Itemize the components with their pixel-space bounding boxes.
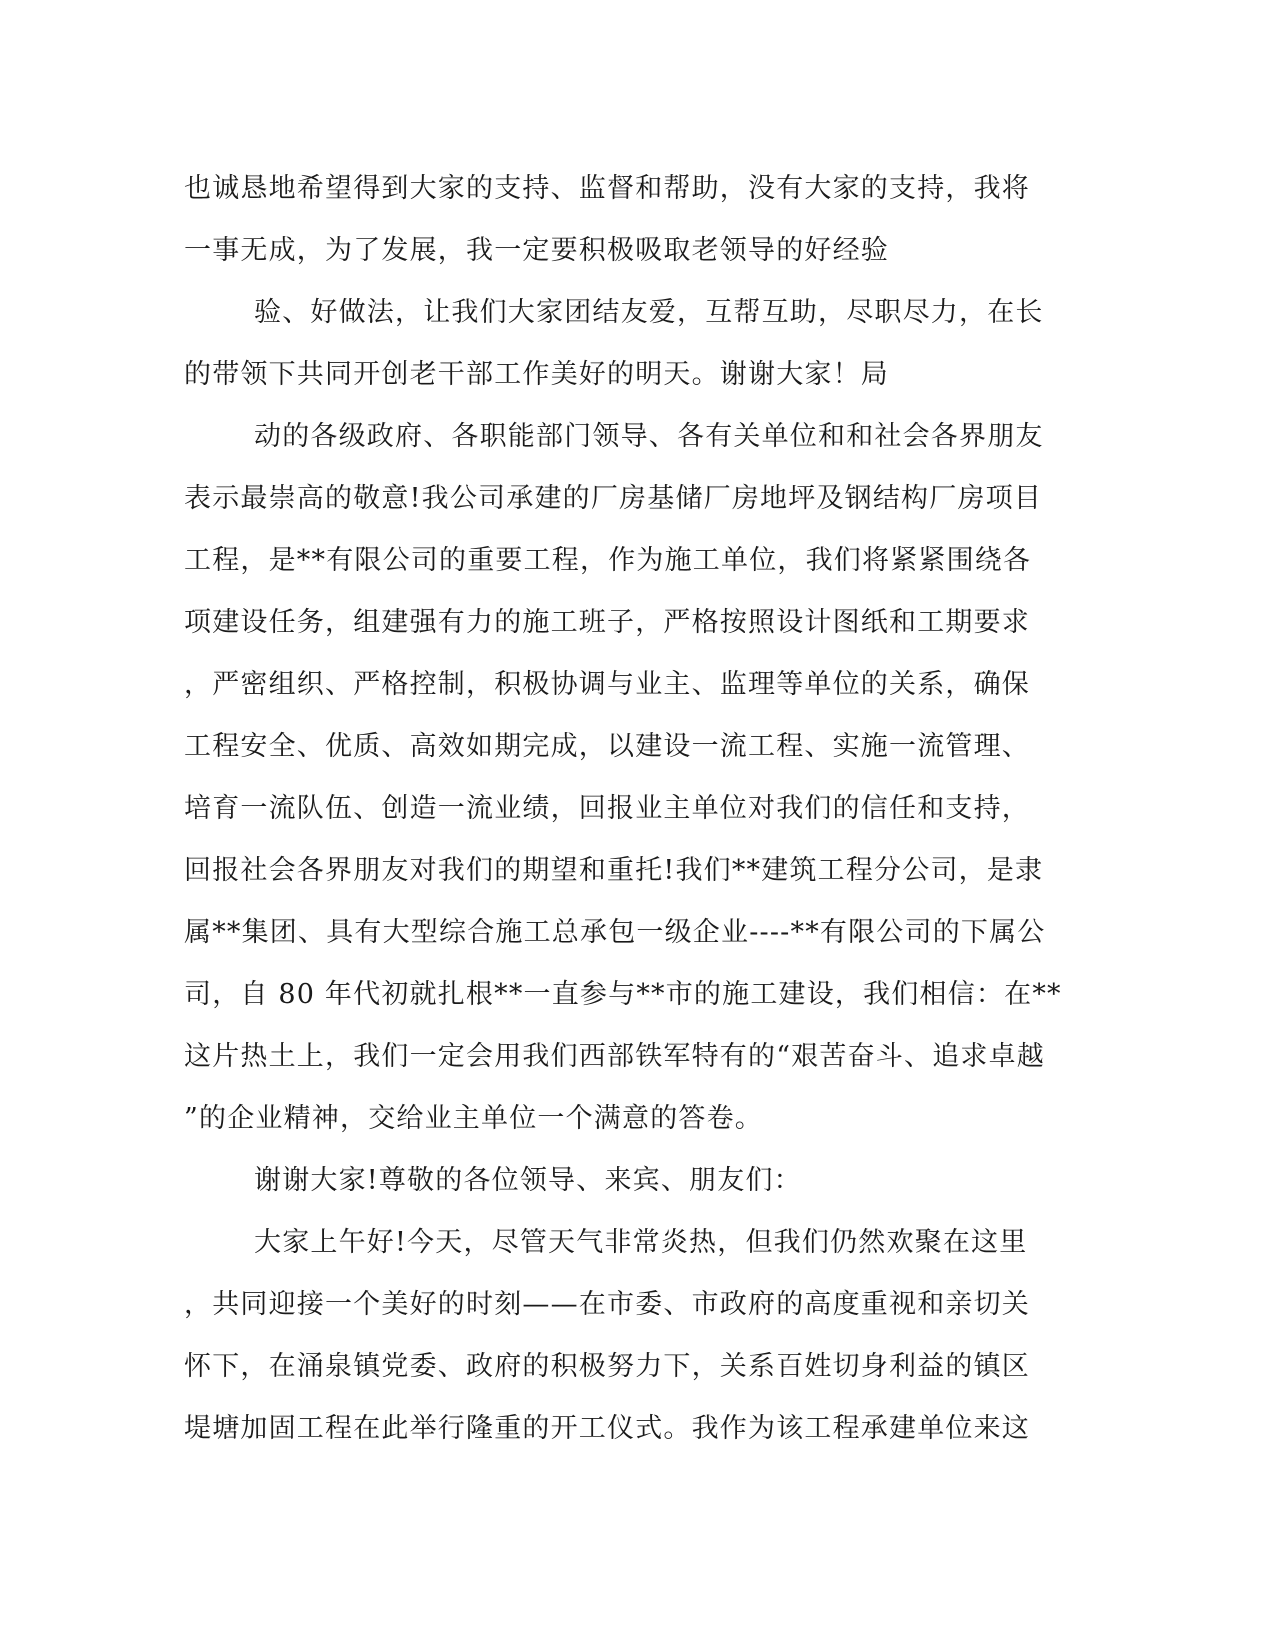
text-line: 大家上午好!今天，尽管天气非常炎热，但我们仍然欢聚在这里	[254, 1227, 1028, 1258]
text-line: 培育一流队伍、创造一流业绩，回报业主单位对我们的信任和支持，	[184, 793, 1030, 824]
text-line: 谢谢大家!尊敬的各位领导、来宾、朋友们：	[254, 1165, 802, 1196]
text-line: 回报社会各界朋友对我们的期望和重托!我们**建筑工程分公司，是隶	[184, 855, 1044, 886]
text-line: 也诚恳地希望得到大家的支持、监督和帮助，没有大家的支持，我将	[184, 173, 1030, 204]
text-line: ，严密组织、严格控制，积极协调与业主、监理等单位的关系，确保	[184, 669, 1030, 700]
text-line: ”的企业精神，交给业主单位一个满意的答卷。	[184, 1103, 764, 1134]
body-text	[184, 158, 1084, 1460]
text-line: 工程，是**有限公司的重要工程，作为施工单位，我们将紧紧围绕各	[184, 545, 1032, 576]
text-line: 项建设任务，组建强有力的施工班子，严格按照设计图纸和工期要求	[184, 607, 1030, 638]
text-line: ，共同迎接一个美好的时刻——在市委、市政府的高度重视和亲切关	[184, 1289, 1030, 1320]
text-line: 的带领下共同开创老干部工作美好的明天。谢谢大家！局	[184, 359, 889, 390]
text-line: 属**集团、具有大型综合施工总承包一级企业----**有限公司的下属公	[184, 917, 1046, 948]
text-line: 工程安全、优质、高效如期完成，以建设一流工程、实施一流管理、	[184, 731, 1030, 762]
text-line: 堤塘加固工程在此举行隆重的开工仪式。我作为该工程承建单位来这	[184, 1413, 1030, 1444]
text-line: 一事无成，为了发展，我一定要积极吸取老领导的好经验	[184, 235, 889, 266]
text-line: 表示最崇高的敬意!我公司承建的厂房基储厂房地坪及钢结构厂房项目	[184, 483, 1043, 514]
text-line: 动的各级政府、各职能部门领导、各有关单位和和社会各界朋友	[254, 421, 1044, 452]
text-line: 怀下，在涌泉镇党委、政府的积极努力下，关系百姓切身利益的镇区	[184, 1351, 1030, 1382]
text-line: 司，自 80 年代初就扎根**一直参与**市的施工建设，我们相信：在**	[184, 979, 1062, 1010]
text-line: 这片热土上，我们一定会用我们西部铁军特有的“艰苦奋斗、追求卓越	[184, 1041, 1046, 1072]
text-line: 验、好做法，让我们大家团结友爱，互帮互助，尽职尽力，在长	[254, 297, 1044, 328]
